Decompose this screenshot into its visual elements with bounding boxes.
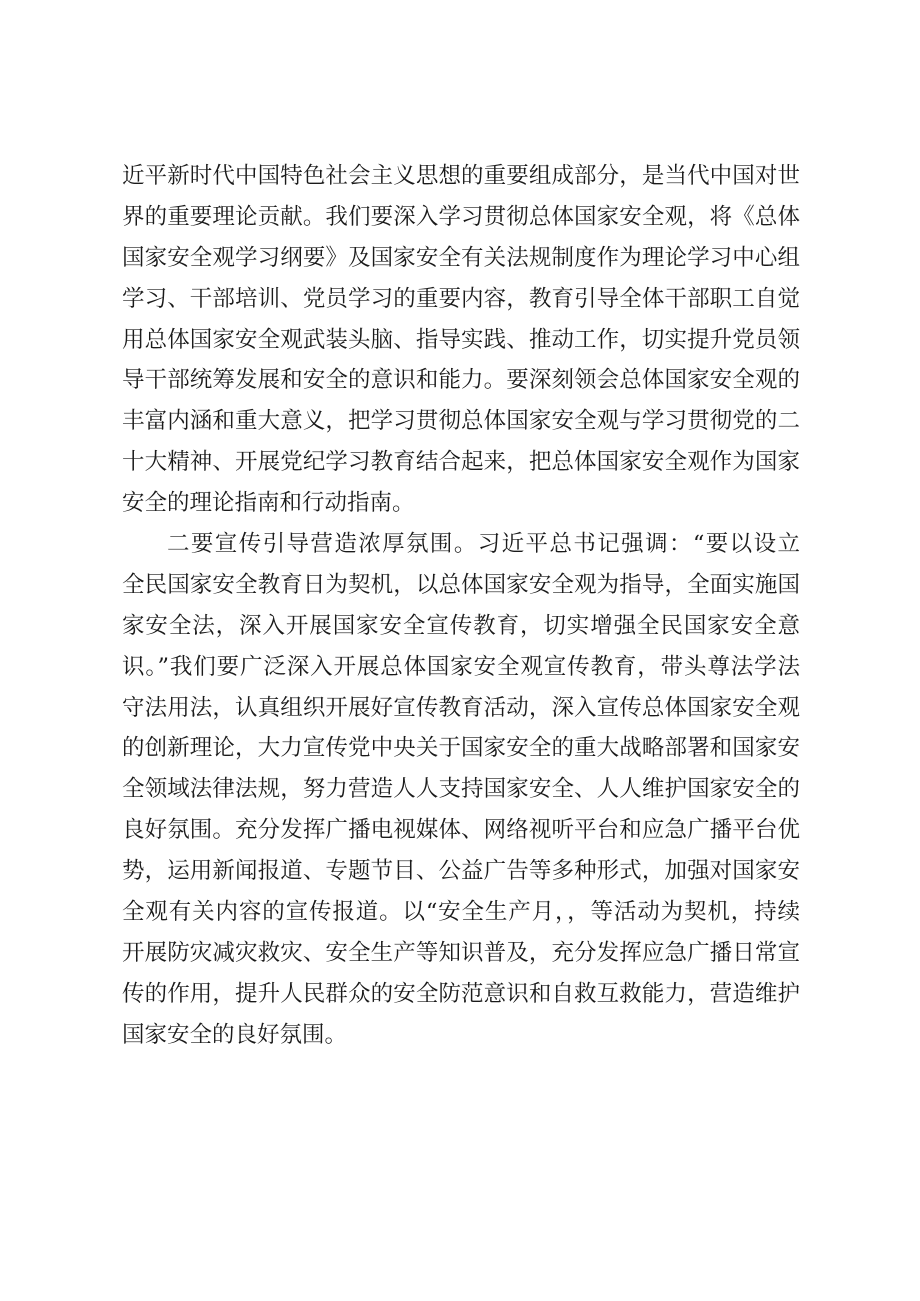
paragraph-1-line: 学习、干部培训、党员学习的重要内容，教育引导全体干部职工自觉 — [122, 285, 800, 312]
paragraph-2 — [122, 524, 800, 1056]
paragraph-1-line: 界的重要理论贡献。我们要深入学习贯彻总体国家安全观，将《总体 — [122, 203, 800, 230]
paragraph-1-line: 近平新时代中国特色社会主义思想的重要组成部分，是当代中国对世 — [122, 163, 800, 189]
paragraph-2-line: 二要宣传引导营造浓厚氛围。习近平总书记强调：“要以设立 — [167, 531, 800, 558]
paragraph-2-line: 开展防灾减灾救灾、安全生产等知识普及，充分发挥应急广播日常宣 — [122, 939, 800, 966]
paragraph-1-line: 十大精神、开展党纪学习教育结合起来，把总体国家安全观作为国家 — [122, 449, 800, 476]
paragraph-1-line: 用总体国家安全观武装头脑、指导实践、推动工作，切实提升党员领 — [122, 326, 800, 353]
paragraph-2-line: 势，运用新闻报道、专题节目、公益广告等多种形式，加强对国家安 — [122, 858, 800, 885]
paragraph-2-line: 全民国家安全教育日为契机，以总体国家安全观为指导，全面实施国 — [122, 571, 800, 598]
paragraph-2-line: 守法用法，认真组织开展好宣传教育活动，深入宣传总体国家安全观 — [122, 694, 800, 721]
paragraph-2-line: 传的作用，提升人民群众的安全防范意识和自救互救能力，营造维护 — [122, 980, 800, 1007]
paragraph-2-line: 家安全法，深入开展国家安全宣传教育，切实增强全民国家安全意 — [122, 612, 800, 639]
document-body — [122, 156, 800, 1056]
paragraph-2-line: 的创新理论，大力宣传党中央关于国家安全的重大战略部署和国家安 — [122, 735, 800, 762]
paragraph-1-line: 国家安全观学习纲要》及国家安全有关法规制度作为理论学习中心组 — [122, 244, 800, 271]
paragraph-2-line: 全观有关内容的宣传报道。以“安全生产月，，等活动为契机，持续 — [122, 899, 800, 926]
paragraph-2-line: 识。”我们要广泛深入开展总体国家安全观宣传教育，带头尊法学法 — [122, 653, 800, 680]
paragraph-2-line: 国家安全的良好氛围。 — [122, 1021, 348, 1048]
paragraph-1-line: 导干部统筹发展和安全的意识和能力。要深刻领会总体国家安全观的 — [122, 367, 800, 394]
paragraph-2-line: 全领域法律法规，努力营造人人支持国家安全、人人维护国家安全的 — [122, 776, 800, 803]
paragraph-1-line: 安全的理论指南和行动指南。 — [122, 490, 415, 517]
paragraph-1 — [122, 156, 800, 524]
paragraph-2-line: 良好氛围。充分发挥广播电视媒体、网络视听平台和应急广播平台优 — [122, 817, 800, 844]
paragraph-1-line: 丰富内涵和重大意义，把学习贯彻总体国家安全观与学习贯彻党的二 — [122, 408, 800, 435]
